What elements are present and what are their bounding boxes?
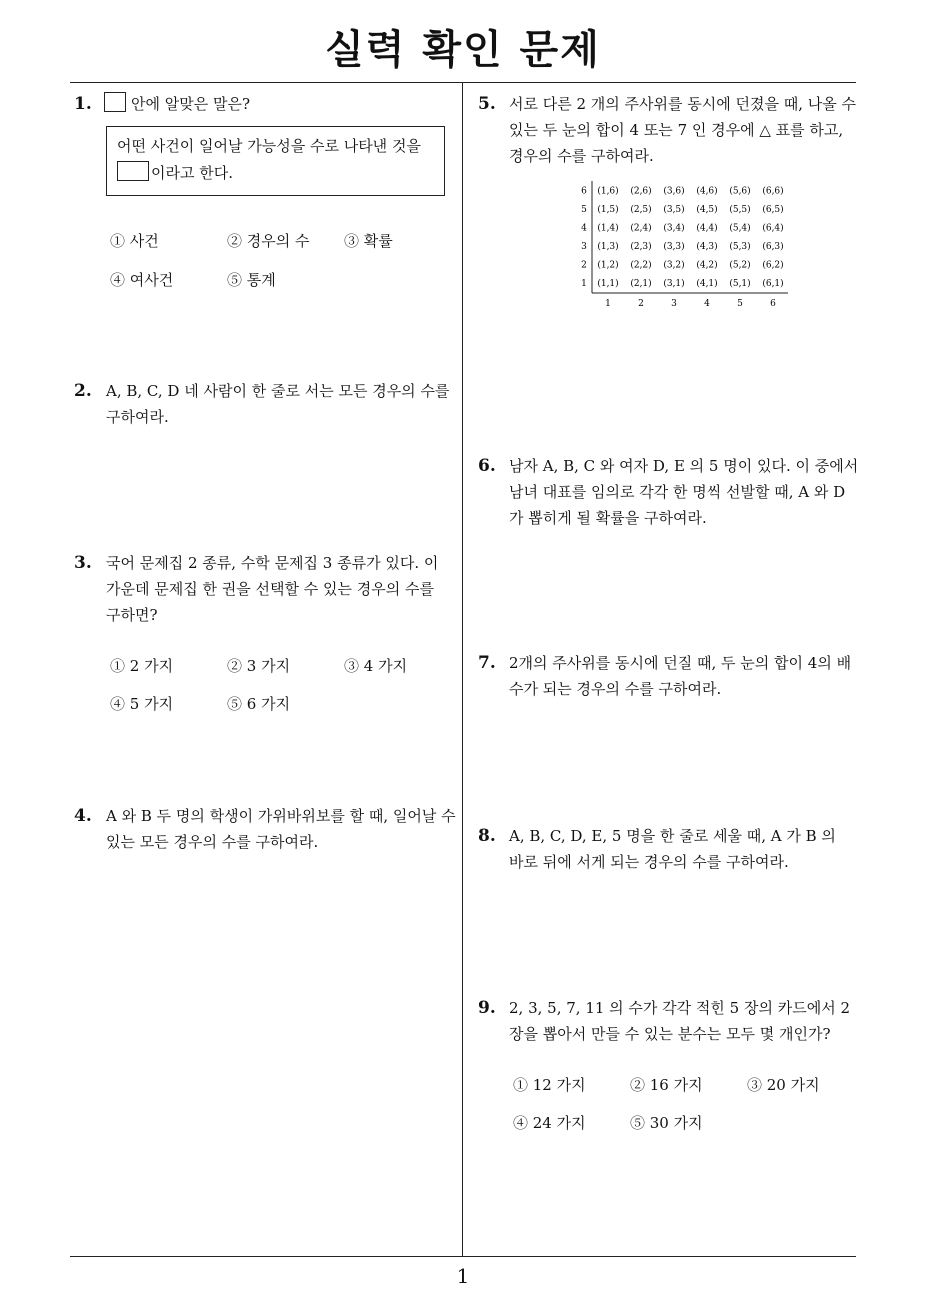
question-line: 수가 되는 경우의 수를 구하여라. [509,680,722,698]
question-line: 있는 두 눈의 합이 4 또는 7 인 경우에 △ 표를 하고, [509,121,844,139]
option-1[interactable]: ① 2 가지 [110,657,174,675]
grid-cell[interactable]: (5,6) [729,186,751,197]
grid-cell[interactable]: (4,6) [696,186,718,197]
bottom-rule [70,1256,856,1257]
grid-cell[interactable]: (4,4) [696,223,718,234]
grid-column-label: 3 [671,299,677,309]
grid-cell[interactable]: (5,1) [729,279,751,289]
question-text [509,453,859,531]
grid-cell[interactable]: (2,5) [630,205,652,215]
grid-cell[interactable]: (3,4) [663,223,685,234]
grid-row-label: 1 [581,279,587,289]
question-number: 7. [478,653,496,673]
grid-cell[interactable]: (4,2) [696,260,718,271]
question-number: 3. [74,553,92,573]
grid-cell[interactable]: (1,5) [597,205,619,215]
question-line: 2개의 주사위를 동시에 던질 때, 두 눈의 합이 4의 배 [509,654,852,672]
question-number: 4. [74,806,92,826]
question-line: 남자 A, B, C 와 여자 D, E 의 5 명이 있다. 이 중에서 [509,457,859,475]
grid-cell[interactable]: (5,3) [729,242,751,252]
question-line: 국어 문제집 2 종류, 수학 문제집 3 종류가 있다. 이 [106,554,439,572]
top-rule [70,82,856,83]
question-line: 바로 뒤에 서게 되는 경우의 수를 구하여라. [509,853,789,871]
option-1[interactable]: ① 사건 [110,232,159,250]
question-number: 9. [478,998,496,1018]
column-divider [462,82,463,1257]
grid-cell[interactable]: (6,5) [762,205,784,215]
grid-cell[interactable]: (6,2) [762,260,784,271]
question-prompt [104,91,250,117]
prompt-text: 안에 알맞은 말은? [131,95,251,113]
grid-cell[interactable]: (2,3) [630,242,652,252]
grid-cell[interactable]: (4,1) [696,279,718,289]
grid-column-label: 4 [704,299,710,309]
option-5[interactable]: ⑤ 6 가지 [227,695,291,713]
grid-cell[interactable]: (3,6) [663,186,685,197]
grid-row-label: 4 [581,223,587,234]
grid-cell[interactable]: (5,4) [729,223,751,234]
question-line: A, B, C, D 네 사람이 한 줄로 서는 모든 경우의 수를 [106,382,450,400]
question-line: 서로 다른 2 개의 주사위를 동시에 던졌을 때, 나올 수 [509,95,857,113]
definition-line-2 [117,160,434,187]
grid-row-label: 6 [581,186,587,197]
question-line: 구하면? [106,606,158,624]
grid-column-label: 2 [638,299,644,309]
question-line: 2, 3, 5, 7, 11 의 수가 각각 적힌 5 장의 카드에서 2 [509,999,851,1017]
option-4[interactable]: ④ 24 가지 [513,1114,586,1132]
question-number: 1. [74,94,92,114]
grid-column-label: 1 [605,299,611,309]
question-line: A, B, C, D, E, 5 명을 한 줄로 세울 때, A 가 B 의 [509,827,836,845]
option-3[interactable]: ③ 확률 [344,232,393,250]
question-line: A 와 B 두 명의 학생이 가위바위보를 할 때, 일어날 수 [106,807,456,825]
grid-cell[interactable]: (6,3) [762,242,784,252]
question-text [106,550,456,628]
option-3[interactable]: ③ 20 가지 [747,1076,820,1094]
question-text [509,91,859,169]
grid-cell[interactable]: (2,6) [630,186,652,197]
grid-cell[interactable]: (2,4) [630,223,652,234]
grid-column-label: 5 [737,299,743,309]
question-line: 있는 모든 경우의 수를 구하여라. [106,833,319,851]
option-2[interactable]: ② 3 가지 [227,657,291,675]
question-line: 가 뽑히게 될 확률을 구하여라. [509,509,707,527]
question-line: 남녀 대표를 임의로 각각 한 명씩 선발할 때, A 와 D [509,483,846,501]
grid-cell[interactable]: (1,1) [597,279,619,289]
definition-line-2-text: 이라고 한다. [151,164,233,182]
option-5[interactable]: ⑤ 통계 [227,271,276,289]
question-number: 2. [74,381,92,401]
grid-column-label: 6 [770,299,776,309]
page-number: 1 [456,1264,470,1288]
option-5[interactable]: ⑤ 30 가지 [630,1114,703,1132]
question-text [509,995,859,1047]
grid-cell[interactable]: (1,4) [597,223,619,234]
blank-box [117,161,149,181]
dice-outcome-grid [570,178,800,313]
grid-cell[interactable]: (5,5) [729,205,751,215]
question-line: 장을 뽑아서 만들 수 있는 분수는 모두 몇 개인가? [509,1025,831,1043]
answer-blank-box [104,92,126,112]
grid-row-label: 2 [581,260,587,271]
grid-cell[interactable]: (3,2) [663,260,685,271]
page-title: 실력 확인 문제 [325,27,601,73]
grid-row-label: 3 [581,242,587,252]
grid-cell[interactable]: (4,5) [696,205,718,215]
grid-cell[interactable]: (3,1) [663,279,685,289]
question-line: 경우의 수를 구하여라. [509,147,654,165]
option-3[interactable]: ③ 4 가지 [344,657,408,675]
grid-cell[interactable]: (6,6) [762,186,784,197]
grid-cell[interactable]: (4,3) [696,242,718,252]
grid-cell[interactable]: (1,2) [597,260,619,271]
grid-cell[interactable]: (3,3) [663,242,685,252]
grid-cell[interactable]: (1,3) [597,242,619,252]
question-line: 가운데 문제집 한 권을 선택할 수 있는 경우의 수를 [106,580,434,598]
question-text [106,803,456,855]
grid-cell[interactable]: (5,2) [729,260,751,271]
option-2[interactable]: ② 16 가지 [630,1076,703,1094]
definition-line-1: 어떤 사건이 일어날 가능성을 수로 나타낸 것을 [117,137,421,155]
grid-cell[interactable]: (2,1) [630,279,652,289]
option-4[interactable]: ④ 여사건 [110,271,174,289]
question-text [509,650,859,702]
option-4[interactable]: ④ 5 가지 [110,695,174,713]
question-text [106,378,456,430]
grid-cell[interactable]: (1,6) [597,186,619,197]
grid-cell[interactable]: (6,1) [762,279,784,289]
definition-box [106,126,445,196]
question-line: 구하여라. [106,408,169,426]
grid-cell[interactable]: (3,5) [663,205,685,215]
grid-row-label: 5 [581,205,587,215]
question-number: 8. [478,826,496,846]
question-number: 5. [478,94,496,114]
grid-cell[interactable]: (6,4) [762,223,784,234]
question-number: 6. [478,456,496,476]
option-1[interactable]: ① 12 가지 [513,1076,586,1094]
question-text [509,823,859,875]
option-2[interactable]: ② 경우의 수 [227,232,310,250]
grid-cell[interactable]: (2,2) [630,260,652,271]
